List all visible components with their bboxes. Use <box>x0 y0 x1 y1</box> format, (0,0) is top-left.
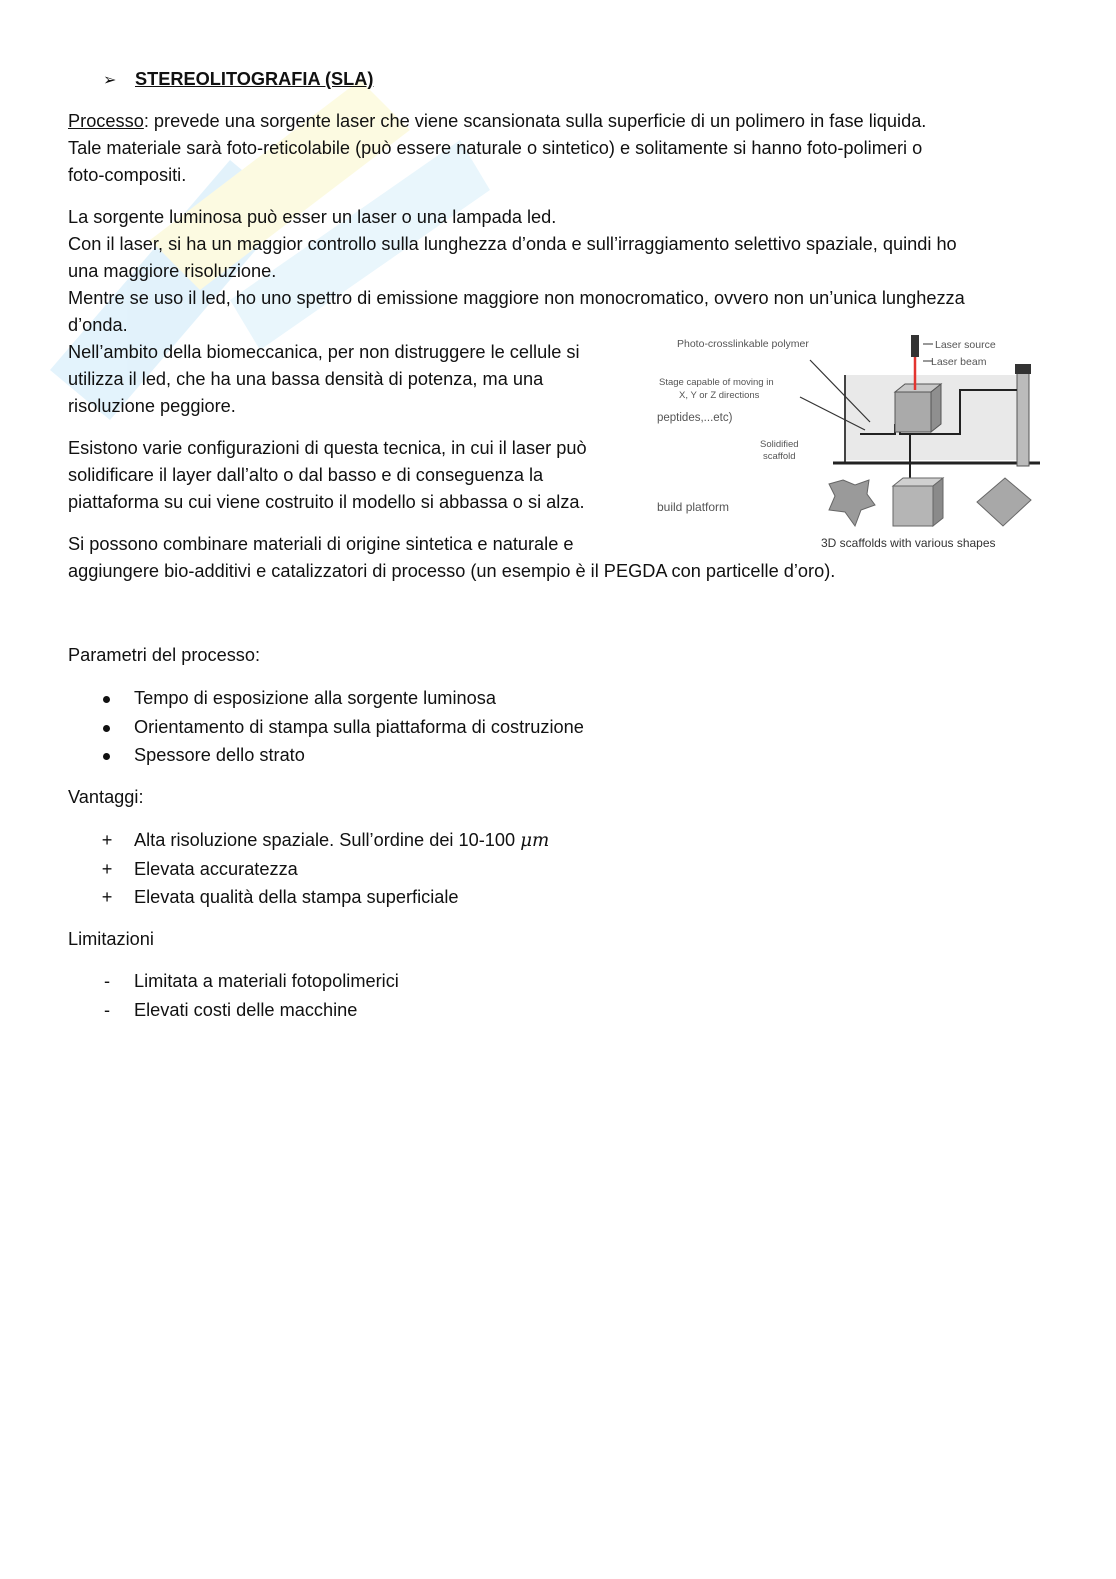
label-solidified-2: scaffold <box>763 451 796 462</box>
list-item: Spessore dello strato <box>68 742 584 771</box>
label-solidified-1: Solidified <box>760 439 799 450</box>
para2-line-2: Con il laser, si ha un maggior controllo sulla lunghezza d’onda e sull’irraggiamento selettivo spaziale, quindi ho <box>68 234 957 254</box>
label-stage-1: Stage capable of moving in <box>659 377 774 388</box>
bullet-icon <box>103 725 110 732</box>
heading-title: STEREOLITOGRAFIA (SLA) <box>135 69 374 89</box>
list-item: Tempo di esposizione alla sorgente luminosa <box>68 685 584 714</box>
para2-line-8: risoluzione peggiore. <box>68 396 236 416</box>
diamond-scaffold-icon <box>977 478 1031 526</box>
label-laser-beam: Laser beam <box>931 356 987 368</box>
label-laser-source: Laser source <box>935 339 996 351</box>
section-heading <box>103 66 373 94</box>
para2-line-7: utilizza il led, che ha una bassa densità di potenza, ma una <box>68 369 544 389</box>
advantages-title: Vantaggi: <box>68 787 144 807</box>
star-scaffold-icon <box>829 480 875 526</box>
cube-scaffold-icon <box>893 486 933 526</box>
intro-line-1: Processo: prevede una sorgente laser che viene scansionata sulla superficie di un polimero in fase liquida. <box>68 111 927 131</box>
z-axis-cap <box>1015 364 1031 374</box>
para3-line-1: Esistono varie configurazioni di questa tecnica, in cui il laser può <box>68 438 587 458</box>
bullet-icon <box>103 753 110 760</box>
list-item: - Elevati costi delle macchine <box>68 997 399 1026</box>
bullet-icon <box>103 696 110 703</box>
intro-line-2: Tale materiale sarà foto-reticolabile (può essere naturale o sintetico) e solitamente si hanno foto-polimeri o <box>68 138 923 158</box>
label-peptides: peptides,...etc) <box>657 412 733 424</box>
laser-source-icon <box>911 335 919 357</box>
cube-scaffold-side <box>933 478 943 526</box>
dash-icon: - <box>103 971 111 991</box>
dash-icon: - <box>103 999 111 1020</box>
params-list <box>68 685 584 771</box>
para4-line-2: aggiungere bio-additivi e catalizzatori di processo (un esempio è il PEGDA con particelle d’oro). <box>68 561 836 581</box>
z-axis-column <box>1017 366 1029 466</box>
para2-line-4: Mentre se uso il led, ho uno spettro di emissione maggiore non monocromatico, ovvero non un’unica lunghezza <box>68 288 965 308</box>
para2-line-1: La sorgente luminosa può esser un laser o una lampada led. <box>68 207 557 227</box>
para4-line-1: Si possono combinare materiali di origine sintetica e naturale e <box>68 534 574 554</box>
para3-line-3: piattaforma su cui viene costruito il modello si abbassa o si alza. <box>68 492 585 512</box>
list-item: + Elevata qualità della stampa superficiale <box>68 884 549 913</box>
list-item: + Alta risoluzione spaziale. Sull’ordine dei 10-100 μm <box>68 827 549 856</box>
solidified-scaffold <box>895 392 931 432</box>
advantages-list <box>68 827 549 913</box>
para2-line-6: Nell’ambito della biomeccanica, per non distruggere le cellule si <box>68 342 580 362</box>
list-item: + Elevata accuratezza <box>68 856 549 885</box>
limits-title: Limitazioni <box>68 929 154 949</box>
plus-icon: + <box>101 858 113 879</box>
params-title: Parametri del processo: <box>68 645 261 665</box>
limits-list <box>68 968 399 1025</box>
para2-line-3: una maggiore risoluzione. <box>68 261 277 281</box>
intro-line-3: foto-compositi. <box>68 165 187 185</box>
list-item: Orientamento di stampa sulla piattaforma di costruzione <box>68 714 584 743</box>
label-platform: build platform <box>657 500 730 514</box>
label-stage-2: X, Y or Z directions <box>679 390 760 401</box>
process-label: Processo <box>68 111 144 131</box>
plus-icon: + <box>101 830 113 850</box>
sla-diagram <box>655 330 1050 555</box>
label-polymer: Photo-crosslinkable polymer <box>677 338 809 350</box>
list-item: - Limitata a materiali fotopolimerici <box>68 968 399 997</box>
arrow-bullet-icon: ➢ <box>103 72 117 89</box>
para3-line-2: solidificare il layer dall’alto o dal basso e di conseguenza la <box>68 465 544 485</box>
plus-icon: + <box>101 887 113 907</box>
scaffold-side <box>931 384 941 432</box>
figure-caption: 3D scaffolds with various shapes <box>821 536 996 550</box>
para2-line-5: d’onda. <box>68 315 128 335</box>
